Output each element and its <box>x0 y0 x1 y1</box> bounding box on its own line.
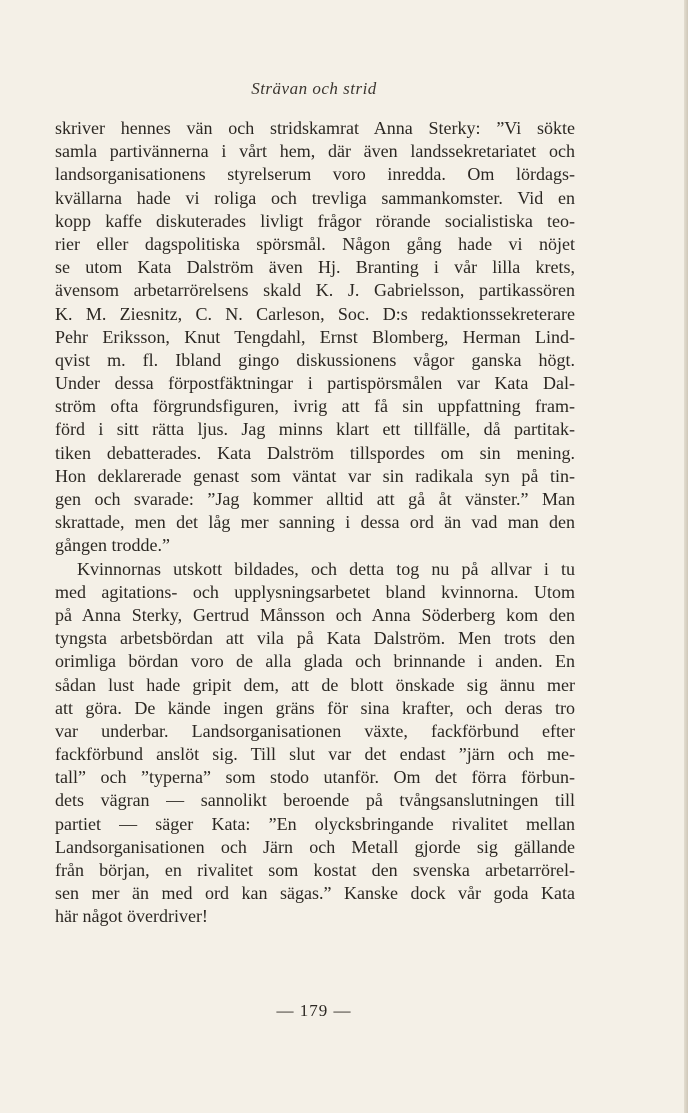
text-line: tall” och ”typerna” som stodo utanför. Om det förra förbun- <box>55 767 575 788</box>
text-line: K. M. Ziesnitz, C. N. Carleson, Soc. D:s redaktionssekreterare <box>55 303 575 324</box>
page-number: — 179 — <box>276 1001 352 1020</box>
text-line: var underbar. Landsorganisationen växte, fackförbund efter <box>55 720 575 741</box>
text-line: tyngsta arbetsbördan att vila på Kata Dalström. Men trots den <box>55 628 575 649</box>
text-line: ström ofta förgrundsfiguren, ivrig att få sin uppfattning fram- <box>55 396 575 417</box>
text-line: Kvinnornas utskott bildades, och detta tog nu på allvar i tu <box>77 558 575 579</box>
text-line: gången trodde.” <box>55 535 170 556</box>
text-line: landsorganisationens styrelserum voro inredda. Om lördags- <box>55 164 575 185</box>
text-line: att göra. De kände ingen gräns för sina krafter, och deras tro <box>55 697 575 718</box>
text-line: med agitations- och upplysningsarbetet bland kvinnorna. Utom <box>55 581 575 602</box>
text-line: dets vägran — sannolikt beroende på tvångsanslutningen till <box>55 790 575 811</box>
text-line: Pehr Eriksson, Knut Tengdahl, Ernst Blomberg, Herman Lind- <box>55 326 575 347</box>
text-line: skrattade, men det låg mer sanning i dessa ord än vad man den <box>55 512 575 533</box>
text-line: sådan lust hade gripit dem, att de blott önskade sig ännu mer <box>55 674 575 695</box>
text-line: skriver hennes vän och stridskamrat Anna Sterky: ”Vi sökte <box>55 118 575 138</box>
text-line: förd i sitt rätta ljus. Jag minns klart ett tillfälle, då partitak- <box>55 419 575 440</box>
text-line: sen mer än med ord kan sägas.” Kanske dock vår goda Kata <box>55 883 575 904</box>
text-line: orimliga bördan voro de alla glada och brinnande i anden. En <box>55 651 575 672</box>
text-line: se utom Kata Dalström även Hj. Branting i vår lilla krets, <box>55 257 575 278</box>
text-line: kopp kaffe diskuterades livligt frågor rörande socialistiska teo- <box>55 210 575 231</box>
text-line: samla partivännerna i vårt hem, där även landssekretariatet och <box>55 141 575 162</box>
text-line: från början, en rivalitet som kostat den svenska arbetarrörel- <box>55 860 575 880</box>
page-edge <box>684 0 688 1113</box>
running-head: Strävan och strid <box>251 79 377 98</box>
text-line: partiet — säger Kata: ”En olycksbringande rivalitet mellan <box>55 813 575 834</box>
text-line: på Anna Sterky, Gertrud Månsson och Anna Söderberg kom den <box>55 604 575 625</box>
text-line: fackförbund anslöt sig. Till slut var det endast ”järn och me- <box>55 744 575 765</box>
text-line: qvist m. fl. Ibland gingo diskussionens vågor ganska högt. <box>55 349 575 370</box>
body-text <box>55 117 575 929</box>
text-line: gen och svarade: ”Jag kommer alltid att gå åt vänster.” Man <box>55 489 575 509</box>
text-line: kvällarna hade vi roliga och trevliga sammankomster. Vid en <box>55 187 575 208</box>
text-line: ävensom arbetarrörelsens skald K. J. Gabrielsson, partikassören <box>55 280 575 301</box>
text-line: Landsorganisationen och Järn och Metall gjorde sig gällande <box>55 836 575 857</box>
text-line: tiken debatterades. Kata Dalström tillspordes om sin mening. <box>55 442 575 463</box>
text-line: Hon deklarerade genast som väntat var sin radikala syn på tin- <box>55 465 575 486</box>
text-line: rier eller dagspolitiska spörsmål. Någon gång hade vi nöjet <box>55 233 575 254</box>
text-line: här något överdriver! <box>55 906 208 927</box>
text-line: Under dessa förpostfäktningar i partispörsmålen var Kata Dal- <box>55 373 575 394</box>
